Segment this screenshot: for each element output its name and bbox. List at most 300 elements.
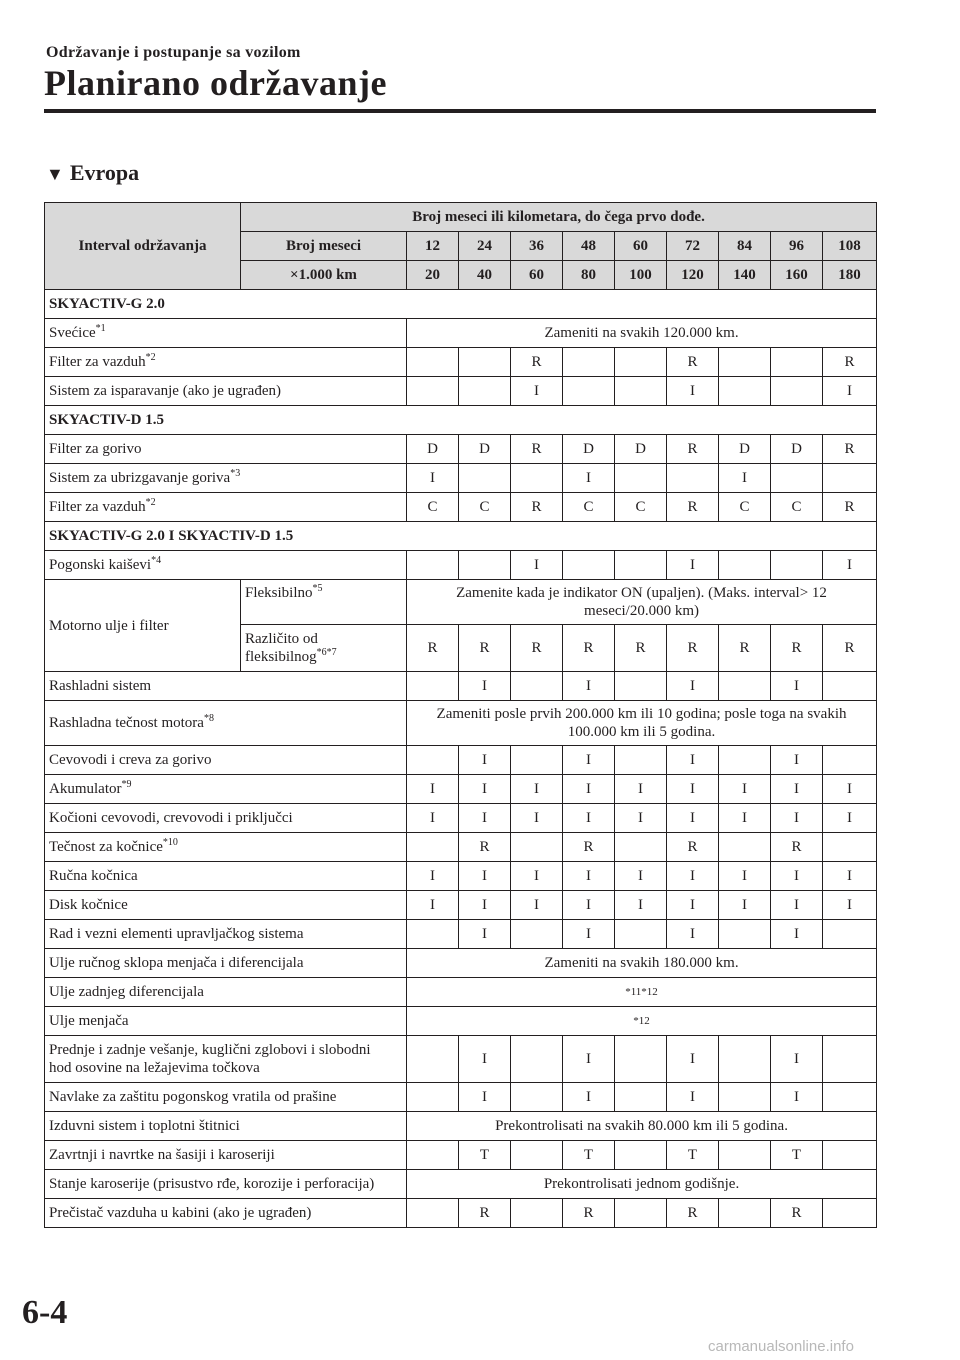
item-label-line1: Različito od <box>245 631 318 647</box>
schedule-cell: I <box>563 672 615 701</box>
schedule-cell <box>563 348 615 377</box>
schedule-cell: I <box>563 746 615 775</box>
footnote-ref: *2 <box>145 352 156 363</box>
schedule-cell: C <box>459 493 511 522</box>
schedule-cell <box>719 920 771 949</box>
schedule-cell: I <box>563 891 615 920</box>
item-label <box>45 804 407 833</box>
km-value: 40 <box>459 261 511 290</box>
schedule-cell: R <box>511 625 563 672</box>
months-value: 60 <box>615 232 667 261</box>
schedule-cell: I <box>563 920 615 949</box>
maintenance-schedule-table <box>44 202 877 1228</box>
schedule-cell <box>511 1199 563 1228</box>
schedule-cell: I <box>771 1036 823 1083</box>
section-heading <box>46 160 139 186</box>
item-label-line1: Prednje i zadnje vešanje, kuglični zglobovi i slobodni <box>49 1042 371 1058</box>
item-label-text: Sistem za isparavanje (ako je ugrađen) <box>49 383 281 399</box>
schedule-cell: I <box>459 804 511 833</box>
chapter-kicker: Održavanje i postupanje sa vozilom <box>46 44 301 61</box>
item-label <box>45 493 407 522</box>
schedule-cell: I <box>511 377 563 406</box>
schedule-cell <box>511 464 563 493</box>
schedule-cell: D <box>459 435 511 464</box>
table-row <box>45 701 877 746</box>
item-label-text: Svećice <box>49 325 96 341</box>
schedule-cell: I <box>563 804 615 833</box>
km-value: 60 <box>511 261 563 290</box>
schedule-cell <box>771 377 823 406</box>
item-label-text: Sistem za ubrizgavanje goriva <box>49 470 231 486</box>
schedule-cell: I <box>771 920 823 949</box>
table-row <box>45 804 877 833</box>
schedule-cell: I <box>771 862 823 891</box>
schedule-cell: I <box>823 891 877 920</box>
schedule-cell: D <box>719 435 771 464</box>
item-label <box>45 862 407 891</box>
engine-section-heading: SKYACTIV-D 1.5 <box>45 406 877 435</box>
item-label-text: Rashladna tečnost motora <box>49 715 204 731</box>
item-label-text: Rashladni sistem <box>49 678 152 694</box>
table-row <box>45 775 877 804</box>
schedule-cell: I <box>667 862 719 891</box>
item-label-text: Zavrtnji i navrtke na šasiji i karoseriji <box>49 1147 275 1163</box>
schedule-cell: I <box>459 920 511 949</box>
item-label-text: Filter za vazduh <box>49 499 146 515</box>
schedule-cell: I <box>771 672 823 701</box>
item-label <box>45 920 407 949</box>
schedule-cell: T <box>459 1141 511 1170</box>
months-value: 36 <box>511 232 563 261</box>
schedule-cell: R <box>615 625 667 672</box>
table-row <box>45 1141 877 1170</box>
header-rule <box>44 109 876 113</box>
item-label-text: Disk kočnice <box>49 897 128 913</box>
schedule-cell: I <box>771 746 823 775</box>
schedule-cell: I <box>719 464 771 493</box>
table-row <box>45 580 877 625</box>
table-row <box>45 348 877 377</box>
item-label <box>241 625 407 672</box>
schedule-cell <box>615 1036 667 1083</box>
schedule-cell: I <box>719 891 771 920</box>
footnote-reference-cell: *12 <box>407 1007 877 1036</box>
schedule-cell <box>407 833 459 862</box>
page-title: Planirano održavanje <box>44 63 387 103</box>
schedule-cell <box>823 1141 877 1170</box>
schedule-cell <box>563 377 615 406</box>
months-value: 48 <box>563 232 615 261</box>
schedule-cell: R <box>771 833 823 862</box>
schedule-cell <box>615 672 667 701</box>
item-label-text: Akumulator <box>49 781 122 797</box>
schedule-cell: R <box>459 1199 511 1228</box>
schedule-cell <box>511 1141 563 1170</box>
schedule-cell: I <box>667 1083 719 1112</box>
schedule-cell <box>823 672 877 701</box>
schedule-cell: R <box>667 493 719 522</box>
schedule-cell: R <box>563 833 615 862</box>
item-label <box>45 1007 407 1036</box>
item-label <box>45 746 407 775</box>
table-row <box>45 862 877 891</box>
schedule-cell: I <box>563 1083 615 1112</box>
schedule-cell: I <box>823 804 877 833</box>
table-row <box>45 672 877 701</box>
km-value: 140 <box>719 261 771 290</box>
schedule-cell <box>719 1141 771 1170</box>
schedule-cell <box>615 464 667 493</box>
schedule-cell <box>407 920 459 949</box>
footnote-ref: *1 <box>95 323 106 334</box>
interval-corner-header: Interval održavanja <box>45 203 241 290</box>
schedule-cell: I <box>459 672 511 701</box>
schedule-cell <box>719 1083 771 1112</box>
schedule-cell: R <box>511 435 563 464</box>
schedule-cell <box>407 348 459 377</box>
table-row <box>45 891 877 920</box>
schedule-cell <box>615 377 667 406</box>
schedule-cell: I <box>407 891 459 920</box>
schedule-cell: I <box>667 377 719 406</box>
km-value: 120 <box>667 261 719 290</box>
months-value: 96 <box>771 232 823 261</box>
interval-instruction: Prekontrolisati na svakih 80.000 km ili 5 godina. <box>407 1112 877 1141</box>
schedule-cell <box>823 833 877 862</box>
schedule-cell: I <box>719 862 771 891</box>
table-row <box>45 319 877 348</box>
schedule-cell <box>459 551 511 580</box>
schedule-cell: R <box>667 625 719 672</box>
schedule-cell: I <box>771 1083 823 1112</box>
item-label <box>45 1199 407 1228</box>
schedule-cell: R <box>823 493 877 522</box>
schedule-cell: I <box>823 862 877 891</box>
schedule-cell <box>615 833 667 862</box>
schedule-cell: C <box>563 493 615 522</box>
schedule-cell <box>615 1083 667 1112</box>
schedule-cell <box>615 1199 667 1228</box>
schedule-cell <box>719 1199 771 1228</box>
schedule-cell: I <box>615 804 667 833</box>
schedule-cell <box>407 746 459 775</box>
item-label-text: Kočioni cevovodi, crevovodi i priključci <box>49 810 293 826</box>
schedule-cell <box>511 920 563 949</box>
schedule-cell <box>667 464 719 493</box>
table-row <box>45 522 877 551</box>
schedule-cell: R <box>563 1199 615 1228</box>
schedule-cell <box>719 551 771 580</box>
footnote-ref: *2 <box>145 497 156 508</box>
interval-instruction: Zameniti na svakih 120.000 km. <box>407 319 877 348</box>
schedule-cell: C <box>407 493 459 522</box>
item-label <box>45 775 407 804</box>
schedule-cell: I <box>511 862 563 891</box>
schedule-cell <box>719 348 771 377</box>
schedule-cell: I <box>823 775 877 804</box>
item-label-text: Navlake za zaštitu pogonskog vratila od prašine <box>49 1089 337 1105</box>
schedule-cell <box>719 1036 771 1083</box>
km-label: ×1.000 km <box>241 261 407 290</box>
item-label <box>45 1036 407 1083</box>
schedule-cell <box>511 1083 563 1112</box>
item-label-text: Ulje zadnjeg diferencijala <box>49 984 204 1000</box>
schedule-cell <box>407 1141 459 1170</box>
schedule-cell <box>615 920 667 949</box>
schedule-cell <box>823 1083 877 1112</box>
table-row <box>45 1036 877 1083</box>
item-label-text: fleksibilnog <box>245 649 317 665</box>
schedule-cell <box>615 746 667 775</box>
schedule-cell: I <box>615 775 667 804</box>
schedule-cell: I <box>459 1036 511 1083</box>
months-value: 72 <box>667 232 719 261</box>
item-label-line2 <box>245 648 402 666</box>
schedule-cell <box>771 464 823 493</box>
months-value: 24 <box>459 232 511 261</box>
table-row <box>45 833 877 862</box>
schedule-cell: I <box>771 775 823 804</box>
item-label <box>45 891 407 920</box>
schedule-cell: D <box>407 435 459 464</box>
schedule-cell <box>511 746 563 775</box>
schedule-cell: T <box>667 1141 719 1170</box>
schedule-cell <box>615 551 667 580</box>
schedule-cell: I <box>823 377 877 406</box>
schedule-cell: R <box>511 493 563 522</box>
footnote-ref: *3 <box>230 468 241 479</box>
schedule-cell: R <box>667 435 719 464</box>
schedule-cell: I <box>511 551 563 580</box>
schedule-cell <box>823 1199 877 1228</box>
item-label-text: Ulje ručnog sklopa menjača i diferencijala <box>49 955 304 971</box>
table-row <box>45 949 877 978</box>
schedule-cell: I <box>667 891 719 920</box>
schedule-cell: I <box>823 551 877 580</box>
schedule-cell: R <box>667 1199 719 1228</box>
schedule-cell: I <box>407 775 459 804</box>
schedule-cell: I <box>511 804 563 833</box>
interval-instruction: Zameniti na svakih 180.000 km. <box>407 949 877 978</box>
table-row <box>45 1112 877 1141</box>
schedule-cell: I <box>667 775 719 804</box>
schedule-cell: R <box>719 625 771 672</box>
months-label: Broj meseci <box>241 232 407 261</box>
table-row <box>45 493 877 522</box>
schedule-cell <box>459 348 511 377</box>
interval-instruction: Zameniti posle prvih 200.000 km ili 10 godina; posle toga na svakih 100.000 km ili 5 godina. <box>407 701 877 746</box>
item-label-line2: hod osovine na ležajevima točkova <box>49 1060 260 1076</box>
item-label-text: Ručna kočnica <box>49 868 138 884</box>
schedule-cell: R <box>771 625 823 672</box>
schedule-cell: I <box>511 775 563 804</box>
schedule-cell <box>511 1036 563 1083</box>
schedule-cell: I <box>667 804 719 833</box>
interval-instruction: Zamenite kada je indikator ON (upaljen). (Maks. interval> 12 meseci/20.000 km) <box>407 580 877 625</box>
schedule-cell: C <box>771 493 823 522</box>
footnote-ref: *9 <box>121 779 132 790</box>
item-label <box>45 348 407 377</box>
schedule-cell: I <box>459 891 511 920</box>
schedule-cell: D <box>615 435 667 464</box>
footnote-ref: *10 <box>162 837 178 848</box>
engine-section-heading: SKYACTIV-G 2.0 I SKYACTIV-D 1.5 <box>45 522 877 551</box>
schedule-cell: I <box>407 862 459 891</box>
schedule-cell: T <box>771 1141 823 1170</box>
schedule-cell <box>719 377 771 406</box>
schedule-cell <box>615 348 667 377</box>
schedule-cell: I <box>563 775 615 804</box>
item-label <box>45 435 407 464</box>
item-label-text: Filter za gorivo <box>49 441 142 457</box>
table-row <box>45 1083 877 1112</box>
schedule-cell: R <box>823 435 877 464</box>
schedule-cell <box>823 1036 877 1083</box>
table-row <box>45 551 877 580</box>
table-row <box>45 1199 877 1228</box>
schedule-cell: I <box>459 862 511 891</box>
months-value: 84 <box>719 232 771 261</box>
schedule-cell: I <box>563 464 615 493</box>
schedule-cell: I <box>563 1036 615 1083</box>
triangle-marker-icon: ▼ <box>46 164 64 184</box>
item-label <box>45 1112 407 1141</box>
schedule-cell <box>563 551 615 580</box>
item-label <box>45 377 407 406</box>
footnote-ref: *5 <box>312 583 323 594</box>
table-row <box>45 1007 877 1036</box>
engine-section-heading: SKYACTIV-G 2.0 <box>45 290 877 319</box>
km-value: 180 <box>823 261 877 290</box>
schedule-cell <box>719 833 771 862</box>
schedule-cell <box>459 377 511 406</box>
item-label-text: Prečistač vazduha u kabini (ako je ugrađen) <box>49 1205 312 1221</box>
schedule-cell: I <box>667 672 719 701</box>
schedule-cell <box>407 377 459 406</box>
schedule-cell <box>407 1199 459 1228</box>
km-value: 20 <box>407 261 459 290</box>
item-label-text: Ulje menjača <box>49 1013 129 1029</box>
watermark: carmanualsonline.info <box>708 1338 854 1355</box>
schedule-cell <box>615 1141 667 1170</box>
oil-group-label: Motorno ulje i filter <box>45 580 241 672</box>
item-label-text: Tečnost za kočnice <box>49 839 163 855</box>
interval-instruction: Prekontrolisati jednom godišnje. <box>407 1170 877 1199</box>
table-row <box>45 435 877 464</box>
schedule-cell <box>771 551 823 580</box>
km-value: 100 <box>615 261 667 290</box>
item-label <box>45 672 407 701</box>
item-label <box>45 464 407 493</box>
table-row <box>45 377 877 406</box>
schedule-cell: I <box>667 1036 719 1083</box>
months-value: 108 <box>823 232 877 261</box>
table-row <box>45 978 877 1007</box>
schedule-cell: I <box>667 746 719 775</box>
schedule-cell: I <box>771 891 823 920</box>
schedule-cell: I <box>719 804 771 833</box>
schedule-cell <box>719 746 771 775</box>
item-label <box>241 580 407 625</box>
schedule-cell: I <box>615 891 667 920</box>
schedule-cell: R <box>667 348 719 377</box>
km-value: 160 <box>771 261 823 290</box>
item-label-text: Stanje karoserije (prisustvo rđe, korozije i perforacija) <box>49 1176 375 1192</box>
item-label <box>45 833 407 862</box>
item-label-text: Rad i vezni elementi upravljačkog sistema <box>49 926 304 942</box>
interval-top-header: Broj meseci ili kilometara, do čega prvo dođe. <box>241 203 877 232</box>
item-label <box>45 551 407 580</box>
table-row <box>45 1170 877 1199</box>
months-value: 12 <box>407 232 459 261</box>
schedule-cell: R <box>459 625 511 672</box>
item-label-text: Fleksibilno <box>245 585 313 601</box>
schedule-cell: I <box>771 804 823 833</box>
footnote-reference-cell: *11*12 <box>407 978 877 1007</box>
schedule-cell <box>407 551 459 580</box>
footnote-ref: *4 <box>151 555 162 566</box>
schedule-cell: I <box>667 551 719 580</box>
schedule-cell <box>511 833 563 862</box>
km-value: 80 <box>563 261 615 290</box>
schedule-cell <box>823 464 877 493</box>
schedule-cell: I <box>511 891 563 920</box>
table-row <box>45 464 877 493</box>
item-label-text: Filter za vazduh <box>49 354 146 370</box>
schedule-cell <box>823 920 877 949</box>
schedule-cell <box>719 672 771 701</box>
schedule-cell <box>407 672 459 701</box>
item-label <box>45 978 407 1007</box>
table-row <box>45 920 877 949</box>
schedule-cell: T <box>563 1141 615 1170</box>
schedule-cell: I <box>407 464 459 493</box>
schedule-cell: C <box>719 493 771 522</box>
page-number: 6-4 <box>22 1294 68 1331</box>
schedule-cell <box>407 1036 459 1083</box>
table-row <box>45 406 877 435</box>
schedule-cell <box>407 1083 459 1112</box>
schedule-cell <box>511 672 563 701</box>
schedule-cell: I <box>459 746 511 775</box>
schedule-cell: R <box>667 833 719 862</box>
table-row <box>45 290 877 319</box>
schedule-cell: I <box>667 920 719 949</box>
item-label <box>45 319 407 348</box>
item-label <box>45 701 407 746</box>
item-label <box>45 1170 407 1199</box>
schedule-cell: C <box>615 493 667 522</box>
schedule-cell: I <box>719 775 771 804</box>
section-title-text: Evropa <box>69 160 140 185</box>
schedule-cell: R <box>511 348 563 377</box>
table-body <box>45 203 877 1228</box>
header-row-top <box>45 203 877 232</box>
item-label <box>45 1083 407 1112</box>
schedule-cell <box>771 348 823 377</box>
table-row <box>45 746 877 775</box>
schedule-cell: I <box>459 1083 511 1112</box>
schedule-cell: R <box>407 625 459 672</box>
item-label <box>45 1141 407 1170</box>
schedule-cell: I <box>563 862 615 891</box>
schedule-cell: R <box>771 1199 823 1228</box>
schedule-cell: I <box>459 775 511 804</box>
footnote-ref: *8 <box>203 713 214 724</box>
schedule-cell: R <box>823 348 877 377</box>
item-label-text: Izduvni sistem i toplotni štitnici <box>49 1118 240 1134</box>
schedule-cell <box>459 464 511 493</box>
